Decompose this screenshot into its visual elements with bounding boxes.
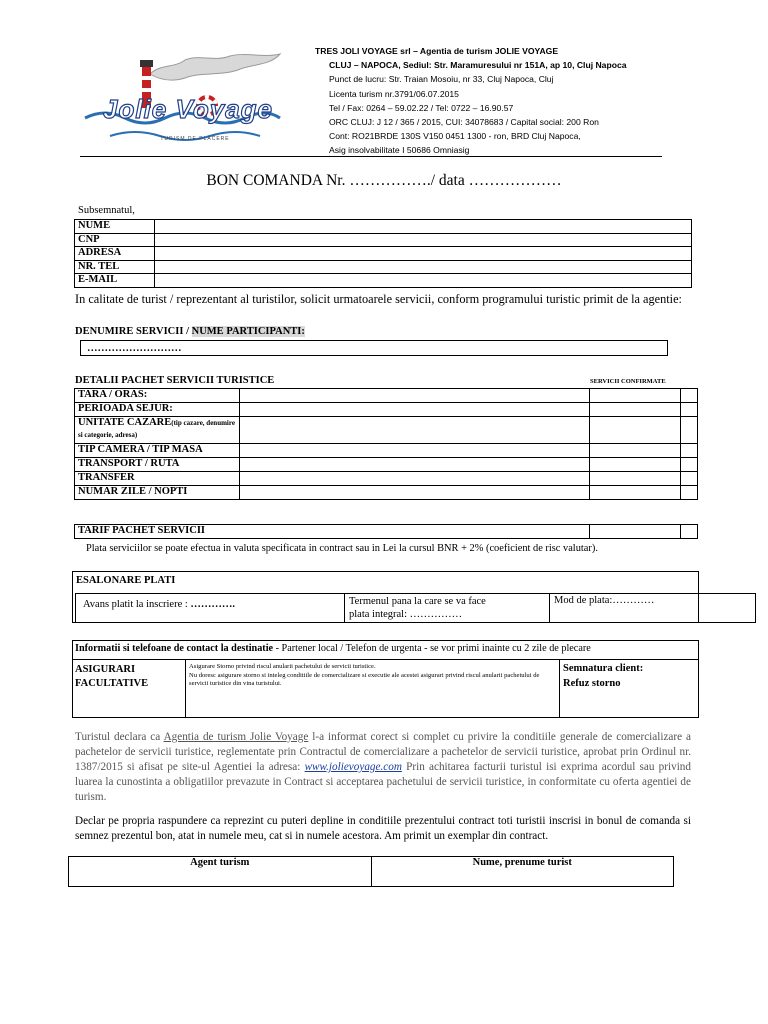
package-label-zile: NUMAR ZILE / NOPTI bbox=[75, 486, 240, 500]
intro-text: In calitate de turist / reprezentant al turistilor, solicit urmatoarele servicii, conform programului turistic primit de la agentie: bbox=[75, 292, 682, 306]
package-label-camera: TIP CAMERA / TIP MASA bbox=[75, 444, 240, 458]
header-divider bbox=[80, 156, 662, 157]
confirmed-check[interactable] bbox=[681, 417, 698, 444]
package-label-perioada: PERIOADA SEJUR: bbox=[75, 403, 240, 417]
confirmed-check[interactable] bbox=[681, 389, 698, 403]
field-input-adresa[interactable] bbox=[155, 247, 692, 261]
contact-insurance-box bbox=[72, 640, 699, 718]
table-row bbox=[75, 247, 692, 261]
insurance-option-storno[interactable]: Asigurare Storno privind riscul anularii pachetului de servicii turistice. bbox=[189, 663, 376, 670]
table-row bbox=[75, 403, 698, 417]
termen-field[interactable]: Termenul pana la care se va face plata integral: …………… bbox=[349, 596, 486, 620]
company-line: Licenta turism nr.3791/06.07.2015 bbox=[329, 88, 459, 99]
refuse-storno-label: Refuz storno bbox=[563, 678, 621, 689]
table-row bbox=[75, 233, 692, 247]
divider-1 bbox=[344, 594, 345, 622]
field-label-tel: NR. TEL bbox=[75, 260, 155, 274]
tourist-signature-cell[interactable]: Nume, prenume turist bbox=[371, 857, 674, 887]
package-heading: DETALII PACHET SERVICII TURISTICE bbox=[75, 375, 275, 386]
contact-info: Informatii si telefoane de contact la destinatie - Partener local / Telefon de urgenta - se vor primi inainte cu 2 zile de plecare bbox=[75, 643, 591, 654]
table-row bbox=[75, 472, 698, 486]
confirmed-cell[interactable] bbox=[590, 444, 681, 458]
field-label-email: E-MAIL bbox=[75, 274, 155, 288]
payment-heading: ESALONARE PLATI bbox=[76, 575, 176, 586]
field-input-cnp[interactable] bbox=[155, 233, 692, 247]
confirmed-cell[interactable] bbox=[590, 472, 681, 486]
package-table bbox=[74, 388, 698, 500]
table-row bbox=[75, 417, 698, 444]
package-input-zile[interactable] bbox=[240, 486, 590, 500]
field-label-nume: NUME bbox=[75, 220, 155, 234]
logo-brand-text: Jolie Voyage bbox=[103, 94, 273, 124]
confirmed-cell[interactable] bbox=[590, 417, 681, 444]
confirmed-cell[interactable] bbox=[590, 389, 681, 403]
confirmed-cell[interactable] bbox=[590, 458, 681, 472]
avans-field[interactable]: Avans platit la inscriere : …………. bbox=[83, 599, 236, 610]
company-line: Cont: RO21BRDE 130S V150 0451 1300 - ron, BRD Cluj Napoca, bbox=[329, 131, 581, 142]
field-label-adresa: ADRESA bbox=[75, 247, 155, 261]
insurance-divider-2 bbox=[559, 659, 560, 717]
confirmed-check[interactable] bbox=[681, 403, 698, 417]
insurance-divider-1 bbox=[185, 659, 186, 717]
identity-table bbox=[74, 219, 692, 288]
confirmed-cell[interactable] bbox=[590, 486, 681, 500]
confirmed-check[interactable] bbox=[681, 486, 698, 500]
table-row bbox=[75, 486, 698, 500]
package-input-cazare[interactable] bbox=[240, 417, 590, 444]
package-label-transfer: TRANSFER bbox=[75, 472, 240, 486]
table-row bbox=[75, 458, 698, 472]
signature-table bbox=[68, 856, 674, 887]
field-input-email[interactable] bbox=[155, 274, 692, 288]
tarif-table bbox=[74, 524, 698, 539]
package-label-tara: TARA / ORAS: bbox=[75, 389, 240, 403]
confirmed-cell[interactable] bbox=[590, 403, 681, 417]
table-row bbox=[75, 220, 692, 234]
table-row bbox=[75, 260, 692, 274]
confirmed-check[interactable] bbox=[681, 472, 698, 486]
company-line: CLUJ – NAPOCA, Sediul: Str. Maramuresului nr 151A, ap 10, Cluj Napoca bbox=[329, 60, 627, 71]
confirmed-check[interactable] bbox=[681, 458, 698, 472]
divider-2 bbox=[549, 594, 550, 622]
insurance-option-refuse[interactable]: Nu doresc asigurare storno si inteleg conditiile de comercializare si executie ale acestei asigurari privind riscul anularii pachetului de servicii turistice din vina turistului. bbox=[189, 671, 540, 688]
company-info bbox=[315, 44, 715, 158]
package-label-cazare: UNITATE CAZARE(tip cazare, denumire si categorie, adresa) bbox=[75, 417, 240, 444]
table-row bbox=[75, 274, 692, 288]
company-line: Asig insolvabilitate I 50686 Omniasig bbox=[329, 145, 470, 156]
table-row bbox=[75, 444, 698, 458]
field-input-tel[interactable] bbox=[155, 260, 692, 274]
payment-installments bbox=[75, 593, 756, 623]
company-line: TRES JOLI VOYAGE srl – Agentia de turism JOLIE VOYAGE bbox=[315, 46, 559, 56]
tarif-label: TARIF PACHET SERVICII bbox=[75, 525, 590, 539]
declaration-text-1: Turistul declara ca Agentia de turism Jolie Voyage l-a informat corect si complet cu privire la conditiile generale de comercializare a pachetelor de servicii turistice, reglementate prin Contractul de comercializare a pachetelor de servicii turistice, aprobat prin Ordinul nr. 1387/2015 si afisat pe site-ul Agentiei la adresa: www.jolievoyage.com Prin achitarea facturii turistul isi exprima acordul sau privind luarea la cunostinta a obligatiilor prevazute in Contract si acceptarea pachetului de servicii turistice, in conformitate cu oferta agentiei de turism. bbox=[75, 731, 692, 803]
services-input[interactable]: ……………………… bbox=[80, 340, 668, 356]
table-row bbox=[69, 857, 674, 887]
field-label-cnp: CNP bbox=[75, 233, 155, 247]
tarif-value[interactable] bbox=[590, 525, 681, 539]
package-input-transfer[interactable] bbox=[240, 472, 590, 486]
confirmed-check[interactable] bbox=[681, 444, 698, 458]
insurance-label: ASIGURARI FACULTATIVE bbox=[75, 664, 149, 689]
logo-tagline: TURISM DE PLĂCERE bbox=[160, 136, 230, 142]
insurance-options[interactable] bbox=[189, 663, 557, 689]
confirmed-services-label: SERVICII CONFIRMATE bbox=[590, 378, 666, 385]
field-input-nume[interactable] bbox=[155, 220, 692, 234]
client-signature-label: Semnatura client: bbox=[563, 663, 644, 674]
company-logo bbox=[80, 46, 290, 156]
package-input-perioada[interactable] bbox=[240, 403, 590, 417]
contact-row-divider bbox=[73, 659, 698, 660]
package-label-transport: TRANSPORT / RUTA bbox=[75, 458, 240, 472]
agent-signature-cell[interactable]: Agent turism bbox=[69, 857, 372, 887]
page-title: BON COMANDA Nr. ……………./ data ……………… bbox=[206, 172, 562, 189]
package-input-camera[interactable] bbox=[240, 444, 590, 458]
tarif-check[interactable] bbox=[681, 525, 698, 539]
company-line: ORC CLUJ: J 12 / 365 / 2015, CUI: 34078683 / Capital social: 200 Ron bbox=[329, 117, 599, 128]
agency-name: Agentia de turism Jolie Voyage bbox=[163, 731, 309, 743]
tarif-note: Plata serviciilor se poate efectua in valuta specificata in contract sau in Lei la cursul BNR + 2% (coeficient de risc valutar). bbox=[86, 543, 598, 554]
agency-website-link[interactable]: www.jolievoyage.com bbox=[304, 761, 402, 773]
services-heading: DENUMIRE SERVICII / NUME PARTICIPANTI: bbox=[75, 326, 305, 337]
table-row bbox=[75, 525, 698, 539]
declaration-text-2: Declar pe propria raspundere ca reprezint cu puteri depline in conditiile prezentului contract toti turistii inscrisi in bonul de comanda si semnez prezentul bon, atat in numele meu, cat si in numele acestora. Am primit un exemplar din contract. bbox=[75, 815, 691, 842]
company-line: Tel / Fax: 0264 – 59.02.22 / Tel: 0722 – 16.90.57 bbox=[329, 102, 514, 113]
package-input-tara[interactable] bbox=[240, 389, 590, 403]
mod-plata-field[interactable]: Mod de plata:………… bbox=[554, 595, 655, 606]
package-input-transport[interactable] bbox=[240, 458, 590, 472]
subsemnatul-label: Subsemnatul, bbox=[78, 205, 135, 216]
company-line: Punct de lucru: Str. Traian Mosoiu, nr 33, Cluj Napoca, Cluj bbox=[329, 74, 554, 85]
table-row bbox=[75, 389, 698, 403]
